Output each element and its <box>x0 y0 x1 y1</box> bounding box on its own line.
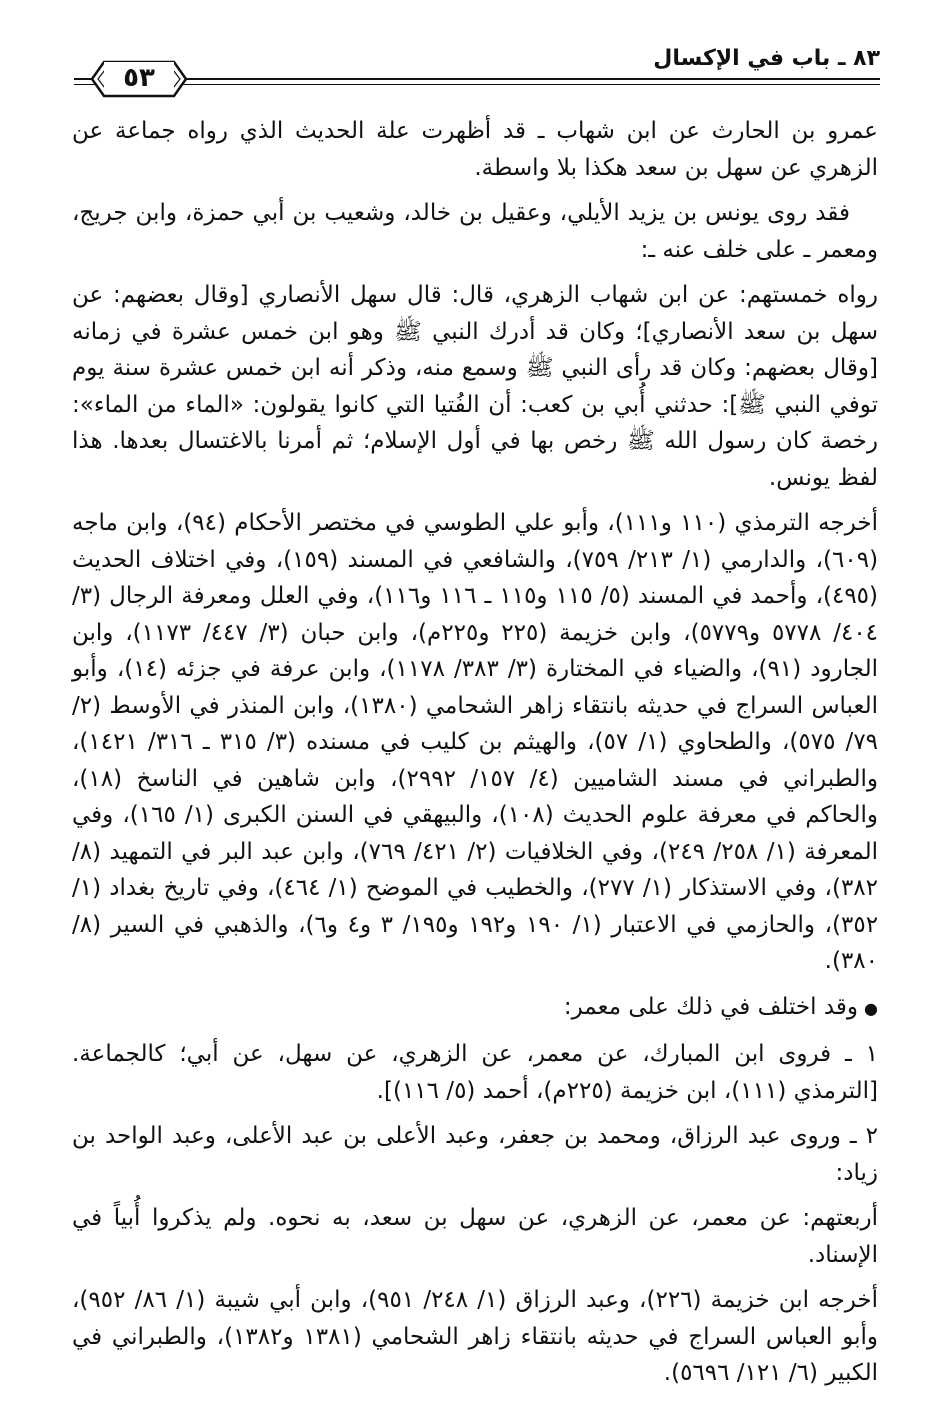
paragraph: عمرو بن الحارث عن ابن شهاب ـ قد أظهرت علة الحديث الذي رواه جماعة عن الزهري عن سهل بن سعد هكذا بلا واسطة. <box>72 118 878 181</box>
paragraph: ١ ـ فروى ابن المبارك، عن معمر، عن الزهري، عن سهل، عن أبي؛ كالجماعة. [الترمذي (١١١)، ابن خزيمة (٢٢٥م)، أحمد (٥/ ١١٦)]. <box>72 1041 878 1104</box>
page-header <box>74 36 880 96</box>
paragraph: ٢ ـ وروى عبد الرزاق، ومحمد بن جعفر، وعبد الأعلى بن عبد الأعلى، وعبد الواحد بن زياد: <box>72 1123 878 1186</box>
chapter-title: ٨٣ ـ باب في الإكسال <box>653 46 880 71</box>
bullet-paragraph <box>72 989 878 1028</box>
page-number: ٥٣ <box>104 62 174 94</box>
page-number-ornament <box>74 54 204 104</box>
page-body <box>72 113 878 1401</box>
paragraph: أربعتهم: عن معمر، عن الزهري، عن سهل بن سعد، به نحوه. ولم يذكروا أُبياً في الإسناد. <box>72 1205 878 1268</box>
paragraph: فقد روى يونس بن يزيد الأيلي، وعقيل بن خالد، وشعيب بن أبي حمزة، وابن جريج، ومعمر ـ على خلف عنه ـ: <box>72 200 878 263</box>
paragraph: أخرجه الترمذي (١١٠ و١١١)، وأبو علي الطوسي في مختصر الأحكام (٩٤)، وابن ماجه (٦٠٩)، والدارمي (١/ ٢١٣/ ٧٥٩)، والشافعي في المسند (١٥٩)، وفي اختلاف الحديث (٤٩٥)، وأحمد في المسند (٥/ ١١٥ و١١٥ ـ ١١٦ و١١٦)، وفي العلل ومعرفة الرجال (٣/ ٤٠٤/ ٥٧٧٨ و٥٧٧٩)، وابن خزيمة (٢٢٥ و٢٢٥م)، وابن حبان (٣/ ٤٤٧/ ١١٧٣)، وابن الجارود (٩١)، والضياء في المختارة (٣/ ٣٨٣/ ١١٧٨)، وابن عرفة في جزئه (١٤)، وأبو العباس السراج في حديثه بانتقاء زاهر الشحامي (١٣٨٠)، وابن المنذر في الأوسط (٢/ ٧٩/ ٥٧٥)، والطحاوي (١/ ٥٧)، والهيثم بن كليب في مسنده (٣/ ٣١٥ ـ ٣١٦/ ١٤٢١)، والطبراني في مسند الشاميين (٤/ ١٥٧/ ٢٩٩٢)، وابن شاهين في الناسخ (١٨)، والحاكم في معرفة علوم الحديث (١٠٨)، والبيهقي في السنن الكبرى (١/ ١٦٥)، وفي المعرفة (١/ ٢٥٨/ ٢٤٩)، وفي الخلافيات (٢/ ٤٢١/ ٧٦٩)، وابن عبد البر في التمهيد (٨/ ٣٨٢)، وفي الاستذكار (١/ ٢٧٧)، والخطيب في الموضح (١/ ٤٦٤)، وفي تاريخ بغداد (١/ ٣٥٢)، والحازمي في الاعتبار (١/ ١٩٠ و١٩٢ و١٩٥/ ٣ و٤ و٦)، والذهبي في السير (٨/ ٣٨٠). <box>72 510 879 974</box>
c-bullet-icon: ● <box>864 998 878 1018</box>
bullet-text: وقد اختلف في ذلك على معمر: <box>563 993 859 1020</box>
paragraph: رواه خمستهم: عن ابن شهاب الزهري، قال: قال سهل الأنصاري [وقال بعضهم: عن سهل بن سعد الأنصاري]؛ وكان قد أدرك النبي ﷺ وهو ابن خمس عشرة في زمانه [وقال بعضهم: وكان قد رأى النبي ﷺ وسمع منه، وذكر أنه ابن خمس عشرة سنة يوم توفي النبي ﷺ]: حدثني أُبي بن كعب: أن الفُتيا التي كانوا يقولون: «الماء من الماء»: رخصة كان رسول الله ﷺ رخص بها في أول الإسلام؛ ثم أمرنا بالاغتسال بعدها. هذا لفظ يونس. <box>72 282 878 491</box>
paragraph: أخرجه ابن خزيمة (٢٢٦)، وعبد الرزاق (١/ ٢٤٨/ ٩٥١)، وابن أبي شيبة (١/ ٨٦/ ٩٥٢)، وأبو العباس السراج في حديثه بانتقاء زاهر الشحامي (١٣٨١ و١٣٨٢)، والطبراني في الكبير (٦/ ١٢١/ ٥٦٩٦). <box>72 1287 879 1386</box>
